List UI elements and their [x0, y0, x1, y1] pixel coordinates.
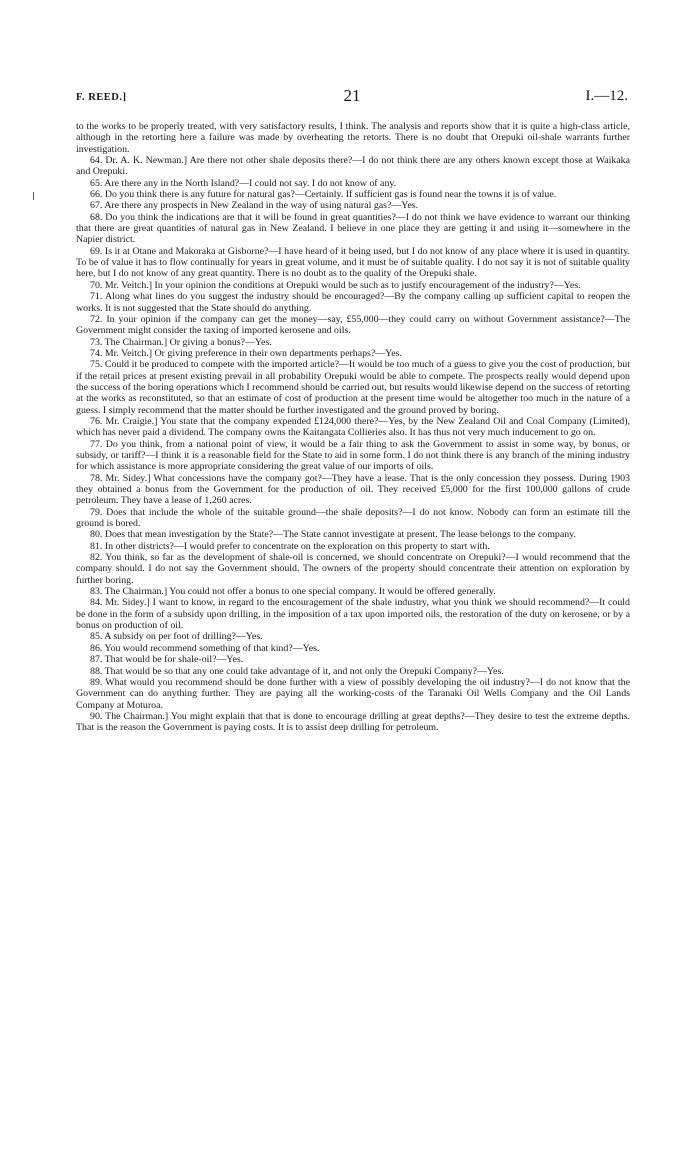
paragraph: 84. Mr. Sidey.] I want to know, in regard to the encouragement of the shale industry, what you think we should recommend?—It could be done in the form of a subsidy upon drilling, in the imposition of a tax upon imported oils, the restoration of the duty on kerosene, or by a bonus on production of oil.	[76, 597, 630, 632]
paragraph: 82. You think, so far as the development of shale-oil is concerned, we should concentrate on Orepuki?—I would recommend that the company should. I do not say the Government should. The owners of the property should concentrate their attention on exploration by further boring.	[76, 552, 630, 586]
paragraph: 77. Do you think, from a national point of view, it would be a fair thing to ask the Government to assist in some way, by bonus, or subsidy, or tariff?—I think it is a reasonable field for the State to aid in some form. I do not think there is any branch of the mining industry for which assistance is more appropriate considering the great value of our imports of oils.	[76, 438, 630, 473]
paragraph: 68. Do you think the indications are that it will be found in great quantities?—I do not think we have evidence to warrant our thinking that there are great quantities of natural gas in New Zealand. I believe in one place they are getting it and using it—somewhere in the Napier district.	[76, 211, 630, 246]
paper-reference: I.—12.	[585, 88, 628, 104]
paragraph: 70. Mr. Veitch.] In your opinion the conditions at Orepuki would be such as to justify encouragement of the industry?—Yes.	[90, 279, 581, 291]
paragraph: 90. The Chairman.] You might explain that that is done to encourage drilling at great depths?—They desire to test the extreme depths. That is the reason the Government is paying costs. It is to assist deep drilling for petroleum.	[76, 710, 630, 734]
paragraph: 79. Does that include the whole of the suitable ground—the shale deposits?—I do not know. Nobody can form an estimate till the ground is bored.	[76, 506, 630, 530]
paragraph: 88. That would be so that any one could take advantage of it, and not only the Orepuki Company?—Yes.	[90, 665, 504, 677]
paragraph: 80. Does that mean investigation by the State?—The State cannot investigate at present. The lease belongs to the company.	[90, 529, 576, 541]
paragraph: 73. The Chairman.] Or giving a bonus?—Yes.	[90, 336, 272, 348]
paragraph: 81. In other districts?—I would prefer to concentrate on the exploration on this property to start with.	[90, 540, 490, 552]
paragraph: 86. You would recommend something of that kind?—Yes.	[90, 642, 320, 654]
page-number: 21	[343, 86, 361, 105]
paragraph: 69. Is it at Otane and Makoraka at Gisborne?—I have heard of it being used, but I do not know of any place where it is used in quantity. To be of value it has to flow continually for years in great volume, and it must be of suitable quality. I do not say it is not of suitable quality here, but I do not know of any great quantity. There is no doubt as to the quality of the Orepuki shale.	[76, 245, 630, 280]
paragraph: 85. A subsidy on per foot of drilling?—Yes.	[90, 631, 263, 643]
paragraph: 66. Do you think there is any future for natural gas?—Certainly. If sufficient gas is found near the towns it is of value.	[90, 189, 557, 201]
paragraph: 64. Dr. A. K. Newman.] Are there not other shale deposits there?—I do not think there are any others known except those at Waikaka and Orepuki.	[76, 155, 630, 178]
paragraph: to the works to be properly treated, with very satisfactory results, I think. The analysis and reports show that it is quite a high-class article, although in the retorting here a failure was made by overheating the retorts. There is no doubt that Orepuki oil-shale warrants further investigation.	[76, 121, 630, 155]
paragraph: 87. That would be for shale-oil?—Yes.	[90, 654, 244, 666]
paragraph: 67. Are there any prospects in New Zealand in the way of using natural gas?—Yes.	[90, 200, 419, 212]
paragraph: 83. The Chairman.] You could not offer a bonus to one special company. It would be offered generally.	[90, 586, 496, 598]
paragraph: 65. Are there any in the North Island?—I could not say. I do not know of any.	[90, 177, 397, 189]
paragraph: 76. Mr. Craigie.] You state that the company expended £124,000 there?—Yes, by the New Zealand Oil and Coal Company (Limited), which has never paid a dividend. The company owns the Kaitangata Collieries also. It has thus not very much inducement to go on.	[76, 415, 630, 439]
paragraph: 75. Could it be produced to compete with the imported article?—It would be too much of a guess to give you the cost of production, but if the retail prices at present existing prevail in all probability Orepuki would be able to compete. The prospects really would depend upon the success of the boring operations which I recommend should be carried out, but results would likewise depend on the success of retorting at the works as reconstituted, so that an estimate of cost of production at the present time would be altogether too much in the nature of a guess. I simply recommend that the matter should be further investigated and the ground proved by boring.	[76, 359, 630, 416]
paragraph: 74. Mr. Veitch.] Or giving preference in their own departments perhaps?—Yes.	[90, 347, 402, 359]
margin-mark	[33, 192, 34, 200]
header-witness: F. REED.]	[76, 92, 127, 103]
paragraph: 78. Mr. Sidey.] What concessions have the company got?—They have a lease. That is the only concession they possess. During 1903 they obtained a bonus from the Government for the production of oil. They received £5,000 for the first 100,000 gallons of crude petroleum. They have a lease of 1,260 acres.	[76, 472, 630, 507]
page-header	[76, 86, 628, 110]
paragraph: 71. Along what lines do you suggest the industry should be encouraged?—By the company calling up sufficient capital to reopen the works. It is not suggested that the State should do anything.	[76, 291, 630, 314]
paragraph: 89. What would you recommend should be done further with a view of possibly developing the oil industry?—I do not know that the Government can do anything further. They are paying all the working-costs of the Taranaki Oil Wells Company and the Oil Lands Company at Moturoa.	[76, 676, 630, 711]
paragraph: 72. In your opinion if the company can get the money—say, £55,000—they could carry on without Government assistance?—The Government might consider the taxing of imported kerosene and oils.	[76, 313, 630, 337]
document-body	[76, 121, 630, 734]
